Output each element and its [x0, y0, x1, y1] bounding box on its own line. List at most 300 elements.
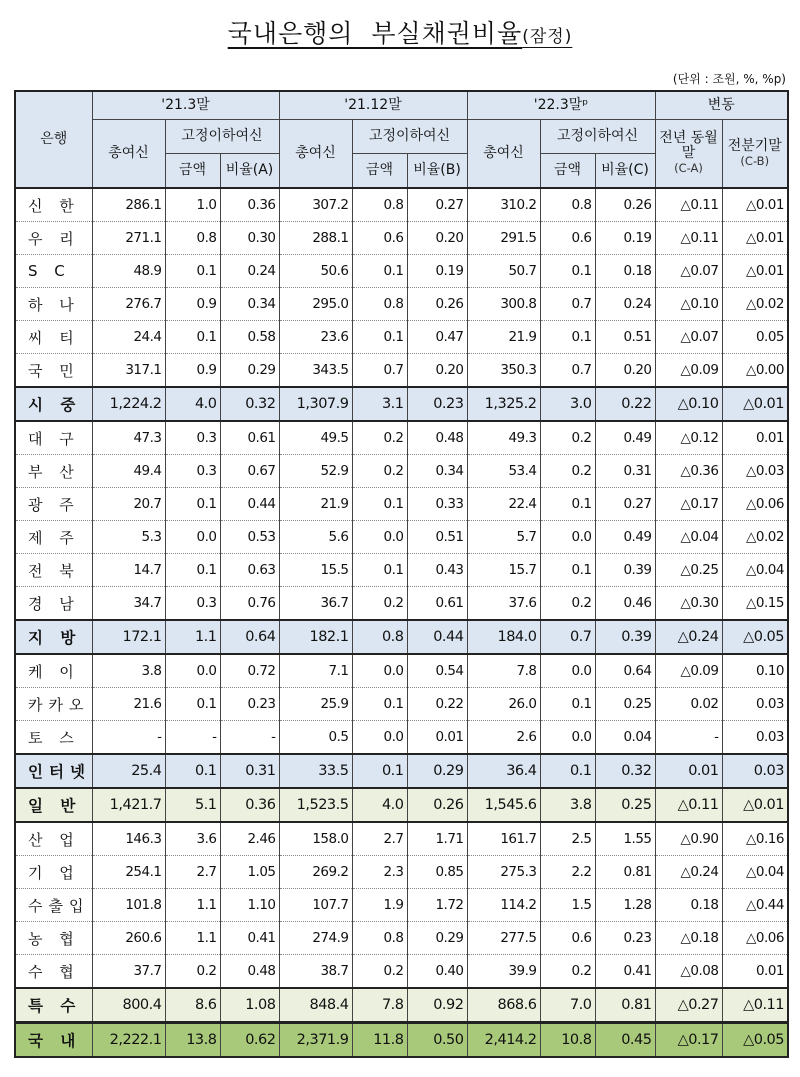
- value-cell: 5.1: [165, 788, 220, 822]
- value-cell: 7.1: [279, 654, 352, 688]
- value-cell: 275.3: [467, 856, 540, 889]
- value-cell: △0.01: [722, 387, 788, 421]
- value-cell: 7.0: [540, 988, 595, 1023]
- value-cell: 0.46: [595, 587, 655, 621]
- header-yoy-label: 전년 동월말: [659, 130, 718, 161]
- value-cell: 0.03: [722, 754, 788, 788]
- value-cell: △0.12: [655, 421, 722, 455]
- value-cell: 2,414.2: [467, 1023, 540, 1058]
- value-cell: 0.63: [220, 554, 279, 587]
- bank-name-cell: 부 산: [15, 455, 92, 488]
- value-cell: 0.39: [595, 620, 655, 654]
- value-cell: 0.1: [352, 754, 407, 788]
- value-cell: 0.2: [540, 421, 595, 455]
- table-row: [15, 856, 788, 889]
- value-cell: 37.7: [92, 955, 165, 989]
- header-yoy-formula: (C-A): [674, 161, 703, 175]
- value-cell: 2.5: [540, 822, 595, 856]
- value-cell: 0.45: [595, 1023, 655, 1058]
- value-cell: 7.8: [352, 988, 407, 1023]
- header-ratio-c: 비율(C): [595, 154, 655, 189]
- value-cell: △0.09: [655, 354, 722, 388]
- value-cell: 0.05: [722, 321, 788, 354]
- bank-name-cell: 카카오: [15, 688, 92, 721]
- value-cell: △0.01: [722, 222, 788, 255]
- table-row: [15, 587, 788, 621]
- value-cell: -: [220, 721, 279, 755]
- header-total-loans: 총여신: [279, 120, 352, 189]
- bank-name-cell: 수출입: [15, 889, 92, 922]
- value-cell: 350.3: [467, 354, 540, 388]
- value-cell: 0.6: [352, 222, 407, 255]
- value-cell: 1.28: [595, 889, 655, 922]
- value-cell: 101.8: [92, 889, 165, 922]
- value-cell: 0.48: [407, 421, 467, 455]
- table-row: [15, 354, 788, 388]
- npl-ratio-table: [14, 90, 789, 1058]
- value-cell: △0.27: [655, 988, 722, 1023]
- value-cell: 1,307.9: [279, 387, 352, 421]
- value-cell: 0.49: [595, 521, 655, 554]
- value-cell: 0.81: [595, 988, 655, 1023]
- bank-name-cell: S C: [15, 255, 92, 288]
- table-row: [15, 488, 788, 521]
- value-cell: 1,545.6: [467, 788, 540, 822]
- value-cell: 0.1: [540, 321, 595, 354]
- value-cell: △0.04: [722, 554, 788, 587]
- value-cell: 49.4: [92, 455, 165, 488]
- value-cell: 291.5: [467, 222, 540, 255]
- value-cell: 254.1: [92, 856, 165, 889]
- value-cell: 0.1: [540, 255, 595, 288]
- value-cell: 0.43: [407, 554, 467, 587]
- value-cell: 0.1: [540, 488, 595, 521]
- value-cell: 0.2: [540, 455, 595, 488]
- bank-name-cell: 지 방: [15, 620, 92, 654]
- value-cell: 310.2: [467, 188, 540, 222]
- value-cell: 4.0: [165, 387, 220, 421]
- value-cell: 0.9: [165, 354, 220, 388]
- value-cell: 0.40: [407, 955, 467, 989]
- value-cell: 49.5: [279, 421, 352, 455]
- value-cell: 0.58: [220, 321, 279, 354]
- value-cell: 1.1: [165, 889, 220, 922]
- value-cell: 0.1: [165, 488, 220, 521]
- subtotal-row: [15, 387, 788, 421]
- value-cell: 0.1: [540, 554, 595, 587]
- value-cell: 0.8: [352, 188, 407, 222]
- value-cell: 161.7: [467, 822, 540, 856]
- value-cell: 0.7: [540, 288, 595, 321]
- table-row: [15, 922, 788, 955]
- value-cell: 286.1: [92, 188, 165, 222]
- value-cell: 0.36: [220, 188, 279, 222]
- value-cell: 0.10: [722, 654, 788, 688]
- value-cell: 0.51: [595, 321, 655, 354]
- value-cell: 276.7: [92, 288, 165, 321]
- value-cell: 107.7: [279, 889, 352, 922]
- value-cell: -: [92, 721, 165, 755]
- value-cell: 848.4: [279, 988, 352, 1023]
- value-cell: △0.09: [655, 654, 722, 688]
- value-cell: 0.01: [655, 754, 722, 788]
- table-row: [15, 889, 788, 922]
- value-cell: 269.2: [279, 856, 352, 889]
- value-cell: △0.17: [655, 1023, 722, 1058]
- value-cell: △0.04: [655, 521, 722, 554]
- value-cell: 0.48: [220, 955, 279, 989]
- value-cell: 15.5: [279, 554, 352, 587]
- value-cell: 3.0: [540, 387, 595, 421]
- value-cell: 24.4: [92, 321, 165, 354]
- header-amount: 금액: [540, 154, 595, 189]
- value-cell: 800.4: [92, 988, 165, 1023]
- value-cell: 0.04: [595, 721, 655, 755]
- value-cell: 1,325.2: [467, 387, 540, 421]
- value-cell: 26.0: [467, 688, 540, 721]
- value-cell: 2.6: [467, 721, 540, 755]
- value-cell: △0.02: [722, 521, 788, 554]
- value-cell: 0.24: [220, 255, 279, 288]
- value-cell: △0.04: [722, 856, 788, 889]
- value-cell: △0.24: [655, 620, 722, 654]
- value-cell: 300.8: [467, 288, 540, 321]
- value-cell: 21.9: [279, 488, 352, 521]
- bank-name-cell: 대 구: [15, 421, 92, 455]
- bank-name-cell: 국 내: [15, 1023, 92, 1058]
- value-cell: 0.8: [352, 620, 407, 654]
- value-cell: 0.49: [595, 421, 655, 455]
- header-period-2112: '21.12말: [279, 91, 467, 120]
- value-cell: 0.62: [220, 1023, 279, 1058]
- value-cell: 0.39: [595, 554, 655, 587]
- value-cell: 0.1: [165, 255, 220, 288]
- value-cell: 33.5: [279, 754, 352, 788]
- value-cell: 0.26: [407, 788, 467, 822]
- value-cell: 3.6: [165, 822, 220, 856]
- value-cell: 0.64: [595, 654, 655, 688]
- bank-name-cell: 일 반: [15, 788, 92, 822]
- value-cell: △0.01: [722, 188, 788, 222]
- value-cell: 295.0: [279, 288, 352, 321]
- bank-name-cell: 인터넷: [15, 754, 92, 788]
- value-cell: 1.1: [165, 620, 220, 654]
- value-cell: 0.47: [407, 321, 467, 354]
- value-cell: 1.5: [540, 889, 595, 922]
- table-row: [15, 321, 788, 354]
- value-cell: 0.26: [595, 188, 655, 222]
- value-cell: 0.20: [407, 354, 467, 388]
- value-cell: 0.27: [407, 188, 467, 222]
- value-cell: 0.0: [165, 521, 220, 554]
- value-cell: 0.44: [407, 620, 467, 654]
- value-cell: △0.01: [722, 788, 788, 822]
- table-row: [15, 455, 788, 488]
- value-cell: 0.1: [352, 488, 407, 521]
- value-cell: 158.0: [279, 822, 352, 856]
- value-cell: 0.54: [407, 654, 467, 688]
- header-npl: 고정이하여신: [352, 120, 467, 154]
- value-cell: 0.81: [595, 856, 655, 889]
- header-period-2103: '21.3말: [92, 91, 279, 120]
- bank-name-cell: 산 업: [15, 822, 92, 856]
- value-cell: -: [165, 721, 220, 755]
- value-cell: 288.1: [279, 222, 352, 255]
- value-cell: 0.41: [220, 922, 279, 955]
- bank-name-cell: 국 민: [15, 354, 92, 388]
- value-cell: 23.6: [279, 321, 352, 354]
- value-cell: 0.1: [540, 688, 595, 721]
- value-cell: △0.15: [722, 587, 788, 621]
- value-cell: 11.8: [352, 1023, 407, 1058]
- value-cell: 0.7: [540, 620, 595, 654]
- value-cell: 0.1: [352, 688, 407, 721]
- value-cell: 0.26: [407, 288, 467, 321]
- value-cell: 2.46: [220, 822, 279, 856]
- value-cell: 0.92: [407, 988, 467, 1023]
- bank-name-cell: 특 수: [15, 988, 92, 1023]
- value-cell: 0.53: [220, 521, 279, 554]
- bank-name-cell: 광 주: [15, 488, 92, 521]
- value-cell: 50.7: [467, 255, 540, 288]
- subtotal-row: [15, 620, 788, 654]
- value-cell: △0.10: [655, 387, 722, 421]
- value-cell: 0.2: [352, 455, 407, 488]
- value-cell: △0.07: [655, 321, 722, 354]
- value-cell: 1.71: [407, 822, 467, 856]
- value-cell: 2.7: [165, 856, 220, 889]
- value-cell: 0.23: [595, 922, 655, 955]
- value-cell: △0.11: [655, 788, 722, 822]
- header-total-loans: 총여신: [467, 120, 540, 189]
- value-cell: 172.1: [92, 620, 165, 654]
- value-cell: 1.10: [220, 889, 279, 922]
- value-cell: △0.11: [655, 188, 722, 222]
- value-cell: 0.3: [165, 455, 220, 488]
- value-cell: 0.32: [595, 754, 655, 788]
- header-qoq: [722, 120, 788, 189]
- value-cell: 0.23: [220, 688, 279, 721]
- value-cell: △0.10: [655, 288, 722, 321]
- value-cell: 0.8: [352, 288, 407, 321]
- bank-name-cell: 신 한: [15, 188, 92, 222]
- header-period-2203: '22.3말ᵖ: [467, 91, 655, 120]
- bank-name-cell: 씨 티: [15, 321, 92, 354]
- value-cell: 0.1: [352, 554, 407, 587]
- value-cell: △0.06: [722, 488, 788, 521]
- value-cell: 1.72: [407, 889, 467, 922]
- value-cell: 0.20: [595, 354, 655, 388]
- value-cell: 868.6: [467, 988, 540, 1023]
- bank-name-cell: 제 주: [15, 521, 92, 554]
- value-cell: 47.3: [92, 421, 165, 455]
- header-npl: 고정이하여신: [540, 120, 655, 154]
- value-cell: △0.01: [722, 255, 788, 288]
- header-qoq-formula: (C-B): [740, 153, 770, 168]
- value-cell: 271.1: [92, 222, 165, 255]
- value-cell: △0.02: [722, 288, 788, 321]
- value-cell: △0.36: [655, 455, 722, 488]
- value-cell: 5.7: [467, 521, 540, 554]
- value-cell: 1,421.7: [92, 788, 165, 822]
- value-cell: 0.29: [407, 754, 467, 788]
- value-cell: 0.1: [352, 321, 407, 354]
- value-cell: 0.5: [279, 721, 352, 755]
- subtotal-row: [15, 988, 788, 1023]
- value-cell: 0.02: [655, 688, 722, 721]
- table-row: [15, 688, 788, 721]
- header-ratio-b: 비율(B): [407, 154, 467, 189]
- header-total-loans: 총여신: [92, 120, 165, 189]
- table-row: [15, 188, 788, 222]
- header-bank: 은행: [15, 91, 92, 188]
- value-cell: 4.0: [352, 788, 407, 822]
- value-cell: 0.8: [352, 922, 407, 955]
- bank-name-cell: 시 중: [15, 387, 92, 421]
- value-cell: △0.07: [655, 255, 722, 288]
- value-cell: 0.9: [165, 288, 220, 321]
- value-cell: 2.3: [352, 856, 407, 889]
- value-cell: △0.08: [655, 955, 722, 989]
- table-body: [15, 188, 788, 1057]
- value-cell: △0.18: [655, 922, 722, 955]
- table-row: [15, 654, 788, 688]
- value-cell: 0.0: [352, 721, 407, 755]
- header-yoy: [655, 120, 722, 189]
- value-cell: 1.1: [165, 922, 220, 955]
- value-cell: 0.01: [722, 955, 788, 989]
- header-qoq-label: 전분기말: [727, 137, 782, 154]
- value-cell: 0.51: [407, 521, 467, 554]
- value-cell: 0.76: [220, 587, 279, 621]
- value-cell: 2,371.9: [279, 1023, 352, 1058]
- header-change: 변동: [655, 91, 788, 120]
- value-cell: 0.1: [165, 321, 220, 354]
- title-sub: (잠정): [522, 27, 573, 47]
- value-cell: △0.17: [655, 488, 722, 521]
- bank-name-cell: 수 협: [15, 955, 92, 989]
- value-cell: 0.34: [407, 455, 467, 488]
- header-ratio-a: 비율(A): [220, 154, 279, 189]
- value-cell: 0.72: [220, 654, 279, 688]
- value-cell: 0.2: [352, 421, 407, 455]
- value-cell: 0.1: [352, 255, 407, 288]
- value-cell: 0.03: [722, 721, 788, 755]
- value-cell: 5.3: [92, 521, 165, 554]
- value-cell: 0.2: [540, 587, 595, 621]
- value-cell: 39.9: [467, 955, 540, 989]
- bank-name-cell: 토 스: [15, 721, 92, 755]
- value-cell: 0.36: [220, 788, 279, 822]
- value-cell: 49.3: [467, 421, 540, 455]
- value-cell: 0.31: [595, 455, 655, 488]
- table-row: [15, 521, 788, 554]
- value-cell: 21.6: [92, 688, 165, 721]
- value-cell: 1.55: [595, 822, 655, 856]
- bank-name-cell: 경 남: [15, 587, 92, 621]
- table-row: [15, 822, 788, 856]
- value-cell: 0.0: [352, 654, 407, 688]
- value-cell: 8.6: [165, 988, 220, 1023]
- value-cell: 0.01: [722, 421, 788, 455]
- value-cell: △0.06: [722, 922, 788, 955]
- bank-name-cell: 전 북: [15, 554, 92, 587]
- value-cell: 0.29: [407, 922, 467, 955]
- value-cell: 3.8: [540, 788, 595, 822]
- value-cell: 260.6: [92, 922, 165, 955]
- table-row: [15, 288, 788, 321]
- value-cell: 25.4: [92, 754, 165, 788]
- value-cell: 277.5: [467, 922, 540, 955]
- value-cell: 0.61: [407, 587, 467, 621]
- table-row: [15, 255, 788, 288]
- value-cell: △0.90: [655, 822, 722, 856]
- value-cell: 0.18: [595, 255, 655, 288]
- table-row: [15, 554, 788, 587]
- value-cell: 0.6: [540, 222, 595, 255]
- value-cell: 0.01: [407, 721, 467, 755]
- header-amount: 금액: [352, 154, 407, 189]
- value-cell: 50.6: [279, 255, 352, 288]
- value-cell: △0.44: [722, 889, 788, 922]
- value-cell: △0.16: [722, 822, 788, 856]
- value-cell: 21.9: [467, 321, 540, 354]
- value-cell: 317.1: [92, 354, 165, 388]
- value-cell: 0.8: [165, 222, 220, 255]
- value-cell: 0.30: [220, 222, 279, 255]
- value-cell: 0.41: [595, 955, 655, 989]
- value-cell: 38.7: [279, 955, 352, 989]
- header-npl: 고정이하여신: [165, 120, 279, 154]
- bank-name-cell: 하 나: [15, 288, 92, 321]
- value-cell: 0.3: [165, 421, 220, 455]
- value-cell: 1.08: [220, 988, 279, 1023]
- value-cell: 274.9: [279, 922, 352, 955]
- header-amount: 금액: [165, 154, 220, 189]
- value-cell: 0.18: [655, 889, 722, 922]
- value-cell: 0.19: [595, 222, 655, 255]
- title-main: 국내은행의 부실채권비율: [227, 19, 523, 48]
- value-cell: 0.25: [595, 788, 655, 822]
- value-cell: 0.3: [165, 587, 220, 621]
- value-cell: 0.7: [540, 354, 595, 388]
- value-cell: △0.03: [722, 455, 788, 488]
- value-cell: 0.33: [407, 488, 467, 521]
- value-cell: 0.7: [352, 354, 407, 388]
- value-cell: 0.6: [540, 922, 595, 955]
- value-cell: 0.20: [407, 222, 467, 255]
- value-cell: 36.4: [467, 754, 540, 788]
- value-cell: 0.23: [407, 387, 467, 421]
- value-cell: 3.1: [352, 387, 407, 421]
- value-cell: 184.0: [467, 620, 540, 654]
- value-cell: 0.1: [540, 754, 595, 788]
- value-cell: 0.0: [540, 654, 595, 688]
- value-cell: △0.24: [655, 856, 722, 889]
- value-cell: 0.1: [165, 754, 220, 788]
- bank-name-cell: 농 협: [15, 922, 92, 955]
- value-cell: 0.22: [407, 688, 467, 721]
- table-row: [15, 222, 788, 255]
- value-cell: 2.2: [540, 856, 595, 889]
- value-cell: 25.9: [279, 688, 352, 721]
- value-cell: 34.7: [92, 587, 165, 621]
- value-cell: 0.34: [220, 288, 279, 321]
- subtotal-row: [15, 1023, 788, 1058]
- value-cell: 0.31: [220, 754, 279, 788]
- value-cell: 0.0: [540, 721, 595, 755]
- value-cell: 0.1: [165, 554, 220, 587]
